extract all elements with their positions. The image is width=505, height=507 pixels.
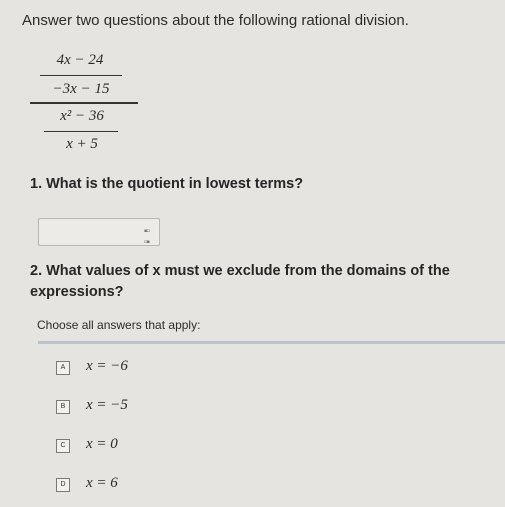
choice-d-label: x = 6: [86, 475, 118, 491]
bottom-denominator: x + 5: [66, 136, 98, 152]
question-2: 2. What values of x must we exclude from the domains of the expressions?: [30, 263, 450, 300]
quotient-answer-input[interactable]: [38, 218, 160, 246]
choose-all-label: Choose all answers that apply:: [37, 318, 201, 332]
top-fraction-bar: [40, 75, 122, 76]
divider: [38, 341, 505, 344]
main-fraction-bar: [30, 102, 138, 104]
keypad-icon[interactable]: ▪▫ ▫▪: [143, 226, 149, 248]
choice-a-label: x = −6: [86, 358, 128, 374]
top-numerator: 4x − 24: [56, 52, 104, 68]
top-denominator: −3x − 15: [52, 81, 110, 97]
question-1: 1. What is the quotient in lowest terms?: [30, 176, 304, 192]
choice-b-letter: B: [56, 400, 70, 414]
bottom-fraction-bar: [44, 131, 118, 132]
intro-text: Answer two questions about the following rational division.: [22, 12, 409, 29]
choice-b-label: x = −5: [86, 397, 128, 413]
choice-d-letter: D: [56, 478, 70, 492]
bottom-numerator: x² − 36: [60, 108, 104, 124]
choice-c-letter: C: [56, 439, 70, 453]
choice-a-letter: A: [56, 361, 70, 375]
choice-c-label: x = 0: [86, 436, 118, 452]
